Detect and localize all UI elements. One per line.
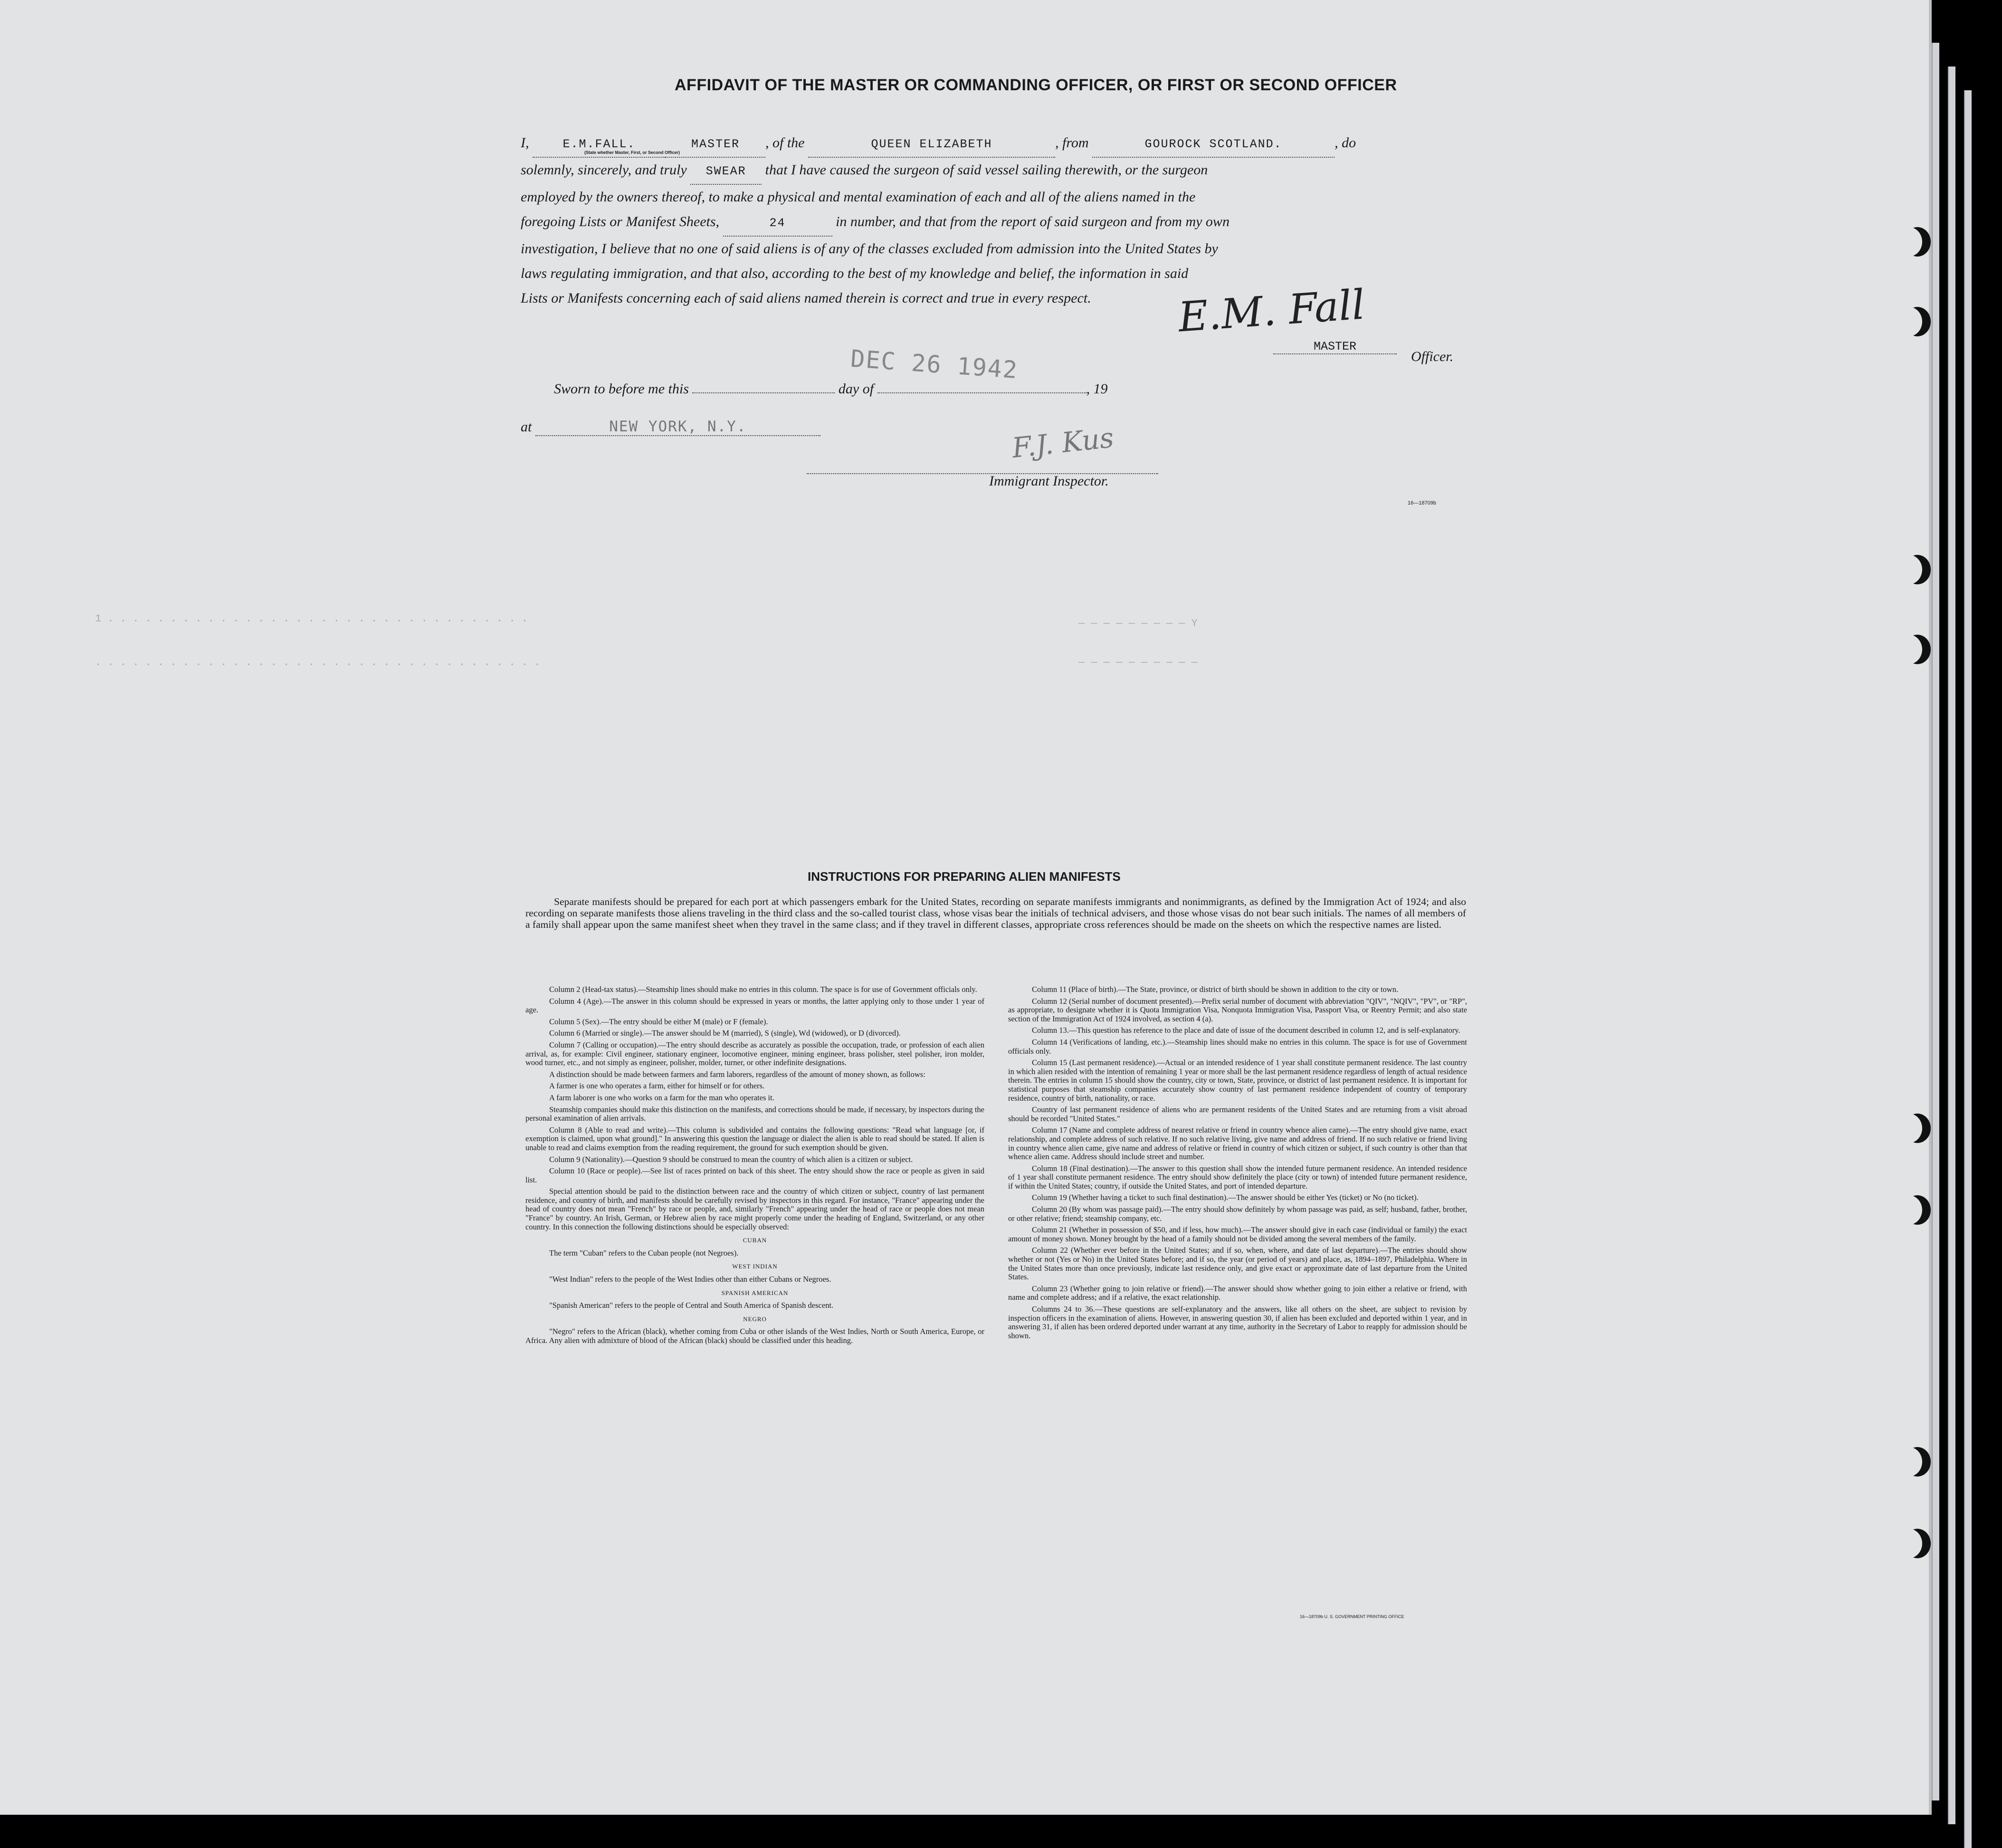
- instruction-paragraph: Special attention should be paid to the distinction between race and the country of which citizen or subject, country of last permanent residence, and country of birth, and manifests should be carefully revised by inspectors in this regard. For instance, "France" appearing under the head of country does not mean "French" by race or people, and, similarly "French" appearing under the head of race or people does not mean "France" by country. An Irish, German, or Hebrew alien by race might properly come under the heading of England, Switzerland, or any other country. In this connection the following distinctions should be especially observed:: [525, 1187, 984, 1231]
- instruction-paragraph: Column 19 (Whether having a ticket to such final destination).—The answer should be either Yes (ticket) or No (no ticket).: [1032, 1193, 1419, 1202]
- location-line: [521, 418, 820, 436]
- instruction-paragraph: A farm laborer is one who works on a farm for the man who operates it.: [549, 1093, 774, 1102]
- bleed-through-text: — — — — — — — — — —: [1078, 657, 1198, 668]
- year-prefix: , 19: [1086, 381, 1108, 397]
- instruction-paragraph: Country of last permanent residence of aliens who are permanent residents of the United States and are returning from a visit abroad should be recorded "United States.": [1008, 1105, 1467, 1123]
- from-label: , from: [1055, 135, 1089, 151]
- affidavit-line-2: that I have caused the surgeon of said vessel sailing therewith, or the surgeon: [765, 162, 1208, 178]
- of-the-label: , of the: [765, 135, 805, 151]
- spanish-american-definition: "Spanish American" refers to the people of Central and South America of Spanish descent.: [549, 1301, 834, 1310]
- officer-rank-field: MASTER: [666, 132, 765, 158]
- binder-hole: [1904, 1529, 1931, 1558]
- binder-hole: [1904, 1114, 1931, 1143]
- instruction-paragraph: Steamship companies should make this distinction on the manifests, and corrections should be made, if necessary, by inspectors during the personal examination of alien arrivals.: [525, 1105, 984, 1123]
- binder-hole: [1904, 307, 1931, 336]
- negro-definition: "Negro" refers to the African (black), whether coming from Cuba or other islands of the West Indies, North or South America, Europe, or Africa. Any alien with admixture of blood of the African (black) should be classified under this heading.: [525, 1327, 984, 1345]
- instruction-paragraph: Column 7 (Calling or occupation).—The entry should describe as accurately as possible the occupation, trade, or profession of each alien arrival, as, for example: Civil engineer, stationary engineer, locomotive engineer, mining engineer, brass polisher, steel polisher, iron molder, wood turner, etc., and not simply as engineer, polisher, molder, turner, or other indefinite designations.: [525, 1040, 984, 1067]
- instruction-paragraph: Column 22 (Whether ever before in the United States; and if so, when, where, and date of last departure).—The entries should show whether or not (Yes or No) in the United States before; and if so, the year (or period of years) and place, as, 1894–1897, Philadelphia. Where in the United States more than once previously, indicate last residence only, and give exact or approximate date of last departure from the United States.: [1008, 1246, 1467, 1282]
- swear-field: SWEAR: [690, 159, 762, 185]
- affidavit-title: AFFIDAVIT OF THE MASTER OR COMMANDING OFFICER, OR FIRST OR SECOND OFFICER: [675, 76, 1397, 94]
- rank-note: (State whether Master, First, or Second Officer): [584, 150, 680, 155]
- port-field: GOUROCK SCOTLAND.: [1092, 132, 1335, 158]
- day-of-label: day of: [838, 381, 874, 397]
- instruction-paragraph: A farmer is one who operates a farm, either for himself or for others.: [549, 1081, 765, 1091]
- page-edge: [1948, 67, 1955, 1824]
- instruction-paragraph: A distinction should be made between farmers and farm laborers, regardless of the amount of money shown, as follows:: [549, 1069, 925, 1079]
- binder-hole: [1904, 1195, 1931, 1225]
- printer-footer: 16—18709b U. S. GOVERNMENT PRINTING OFFICE: [1300, 1614, 1404, 1619]
- instruction-paragraph: Column 5 (Sex).—The entry should be either M (male) or F (female).: [549, 1017, 768, 1026]
- spanish-american-heading: SPANISH AMERICAN: [721, 1289, 789, 1296]
- instruction-paragraph: Column 9 (Nationality).—Question 9 should be construed to mean the country of which alien is a citizen or subject.: [549, 1154, 913, 1164]
- binder-hole: [1904, 1447, 1931, 1476]
- affidavit-line-5: investigation, I believe that no one of said aliens is of any of the classes excluded from admission into the United States by: [521, 241, 1218, 257]
- instructions-title: INSTRUCTIONS FOR PREPARING ALIEN MANIFESTS: [808, 869, 1121, 884]
- page-edge: [1964, 90, 1972, 1848]
- instruction-paragraph: Column 17 (Name and complete address of nearest relative or friend in country whence alien came).—The entry should give name, exact relationship, and complete address of such relative. If no such relative living, give name and address of friend. If no such relative or friend living in country whence alien came, give name and address of relative or friend in country of which citizen or subject, if such country is other than that whence alien came. Address should include street and number.: [1008, 1125, 1467, 1162]
- officer-name-field: E.M.FALL.: [533, 132, 666, 158]
- sworn-label: Sworn to before me this: [554, 381, 689, 397]
- binder-hole: [1904, 635, 1931, 664]
- solemnly-text: solemnly, sincerely, and truly: [521, 162, 687, 178]
- sworn-day-field: [692, 392, 835, 393]
- instruction-paragraph: Column 15 (Last permanent residence).—Actual or an intended residence of 1 year shall constitute permanent residence. The last country in which alien resided with the intention of remaining 1 year or more shall be the last permanent residence regardless of length of actual residence therein. The entries in column 15 should show the country, city or town, State, province, or district of last permanent residence. It is important for statistical purposes that steamship companies accurately show country of last permanent residence independent of country of temporary residence, country of birth, nationality, or race.: [1008, 1058, 1467, 1103]
- instructions-right-column: [1008, 985, 1467, 1343]
- negro-heading: NEGRO: [743, 1315, 767, 1323]
- instruction-paragraph: Column 13.—This question has reference to the place and date of issue of the document described in column 12, and is self-explanatory.: [1032, 1026, 1460, 1035]
- cuban-heading: CUBAN: [743, 1237, 767, 1244]
- instruction-paragraph: Column 18 (Final destination).—The answer to this question shall show the intended future permanent residence. An intended residence of 1 year shall constitute permanent residence. The entry should show definitely the place (city or town) of intended future permanent residence, if within the United States; country, if outside the United States, and port of intended departure.: [1008, 1163, 1467, 1191]
- instruction-paragraph: Column 11 (Place of birth).—The State, province, or district of birth should be shown in addition to the city or town.: [1032, 985, 1399, 994]
- instruction-paragraph: Column 8 (Able to read and write).—This column is subdivided and contains the following questions: "Read what language [or, if exemption is claimed, upon what ground]." In answering this question the language or dialect the alien is able to read should be stated. If alien is unable to read and claims exemption from the reading requirement, the ground for such exemption should be given.: [525, 1125, 984, 1152]
- west-indian-definition: "West Indian" refers to the people of the West Indies other than either Cubans or Negroes.: [549, 1275, 831, 1284]
- instruction-paragraph: Column 21 (Whether in possession of $50, and if less, how much).—The answer should give in each case (individual or family) the exact amount of money shown. Money brought by the head of a family should not be divided among the several members of the family.: [1008, 1225, 1467, 1243]
- vessel-field: QUEEN ELIZABETH: [808, 132, 1055, 158]
- inspector-initials: F.J. Kus: [1011, 421, 1115, 465]
- affidavit-i: I,: [521, 135, 529, 151]
- instruction-paragraph: Column 23 (Whether going to join relative or friend).—The answer should show whether going to join either a relative or friend, with name and complete address; and if a relative, the exact relationship.: [1008, 1284, 1467, 1302]
- date-stamp: DEC 26 1942: [849, 344, 1019, 384]
- sheets-field: 24: [723, 211, 832, 237]
- sworn-month-field: [877, 392, 1087, 393]
- inspector-label: Immigrant Inspector.: [989, 473, 1109, 489]
- bleed-through-text: — — — — — — — — — Y: [1078, 618, 1198, 629]
- instruction-paragraph: Columns 24 to 36.—These questions are self-explanatory and the answers, like all others on the sheet, are subject to revision by inspection officers in the examination of aliens. However, in answering question 30, if alien has been excluded and deported within 1 year, and in answering 31, if alien has been ordered deported under warrant at any time, authority in the Secretary of Labor to reapply for admission should be shown.: [1008, 1305, 1467, 1340]
- instruction-paragraph: Column 6 (Married or single).—The answer should be M (married), S (single), Wd (widowed), or D (divorced).: [549, 1029, 901, 1038]
- instruction-paragraph: Column 20 (By whom was passage paid).—The entry should show definitely by whom passage was paid, as self; husband, father, brother, or other relative; friend; steamship company, etc.: [1008, 1205, 1467, 1223]
- form-number: 16—18709b: [1408, 500, 1436, 506]
- affidavit-line-6: laws regulating immigration, and that also, according to the best of my knowledge and belief, the information in said: [521, 266, 1189, 281]
- instruction-paragraph: Column 12 (Serial number of document presented).—Prefix serial number of document with abbreviation "QIV", "NQIV", "PV", or "RP", as appropriate, to designate whether it is Quota Immigration Visa, Nonquota Immigration Visa, Passport Visa, or Reentry Permit; and also state section of the Immigration Act of 1924 involved, as section 4 (a).: [1008, 996, 1467, 1023]
- instruction-paragraph: Column 10 (Race or people).—See list of races printed on back of this sheet. The entry should show the race or people as given in said list.: [525, 1166, 984, 1184]
- affidavit-line-4-start: foregoing Lists or Manifest Sheets,: [521, 214, 720, 229]
- bleed-through-text: . . . . . . . . . . . . . . . . . . . . . . . . . . . . . . . . . . . .: [95, 657, 541, 668]
- bleed-through-text: 1 . . . . . . . . . . . . . . . . . . . . . . . . . . . . . . . . . .: [95, 613, 528, 625]
- binder-hole: [1904, 555, 1931, 584]
- officer-label: Officer.: [1411, 349, 1454, 364]
- binder-hole: [1904, 227, 1931, 257]
- cuban-definition: The term "Cuban" refers to the Cuban people (not Negroes).: [549, 1248, 739, 1257]
- signer-title-field: MASTER: [1273, 340, 1397, 354]
- instruction-paragraph: Column 4 (Age).—The answer in this column should be expressed in years or months, the latter applying only to those under 1 year of age.: [525, 996, 984, 1015]
- instructions-left-column: [525, 985, 984, 1348]
- affidavit-line-7: Lists or Manifests concerning each of said aliens named therein is correct and true in every respect.: [521, 290, 1091, 306]
- instructions-intro: Separate manifests should be prepared for each port at which passengers embark for the United States, recording on separate manifests immigrants and nonimmigrants, as defined by the Immigration Act of 1924; and also recording on separate manifests those aliens traveling in the third class and the so-called tourist class, whose visas bear the initials of technical advisers, and those whose visas do not bear such initials. The names of all members of a family shall appear upon the same manifest sheet when they travel in the same class; and if they travel in different classes, appropriate cross references should be made on the sheets on which the respective names are listed.: [525, 896, 1466, 930]
- instruction-paragraph: Column 14 (Verifications of landing, etc.).—Steamship lines should make no entries in this column. The space is for use of Government officials only.: [1008, 1037, 1467, 1056]
- page-edge: [1932, 43, 1939, 1800]
- west-indian-heading: WEST INDIAN: [732, 1263, 778, 1270]
- location-field: NEW YORK, N.Y.: [535, 418, 820, 436]
- affidavit-line-4-end: in number, and that from the report of said surgeon and from my own: [836, 214, 1230, 229]
- at-label: at: [521, 419, 532, 435]
- affidavit-line-3: employed by the owners thereof, to make a physical and mental examination of each and all of the aliens named in the: [521, 189, 1196, 205]
- instruction-paragraph: Column 2 (Head-tax status).—Steamship lines should make no entries in this column. The space is for use of Government officials only.: [549, 985, 977, 994]
- master-signature: E.M. Fall: [1176, 281, 1366, 342]
- sworn-line: [554, 381, 1108, 397]
- do-label: , do: [1335, 135, 1356, 151]
